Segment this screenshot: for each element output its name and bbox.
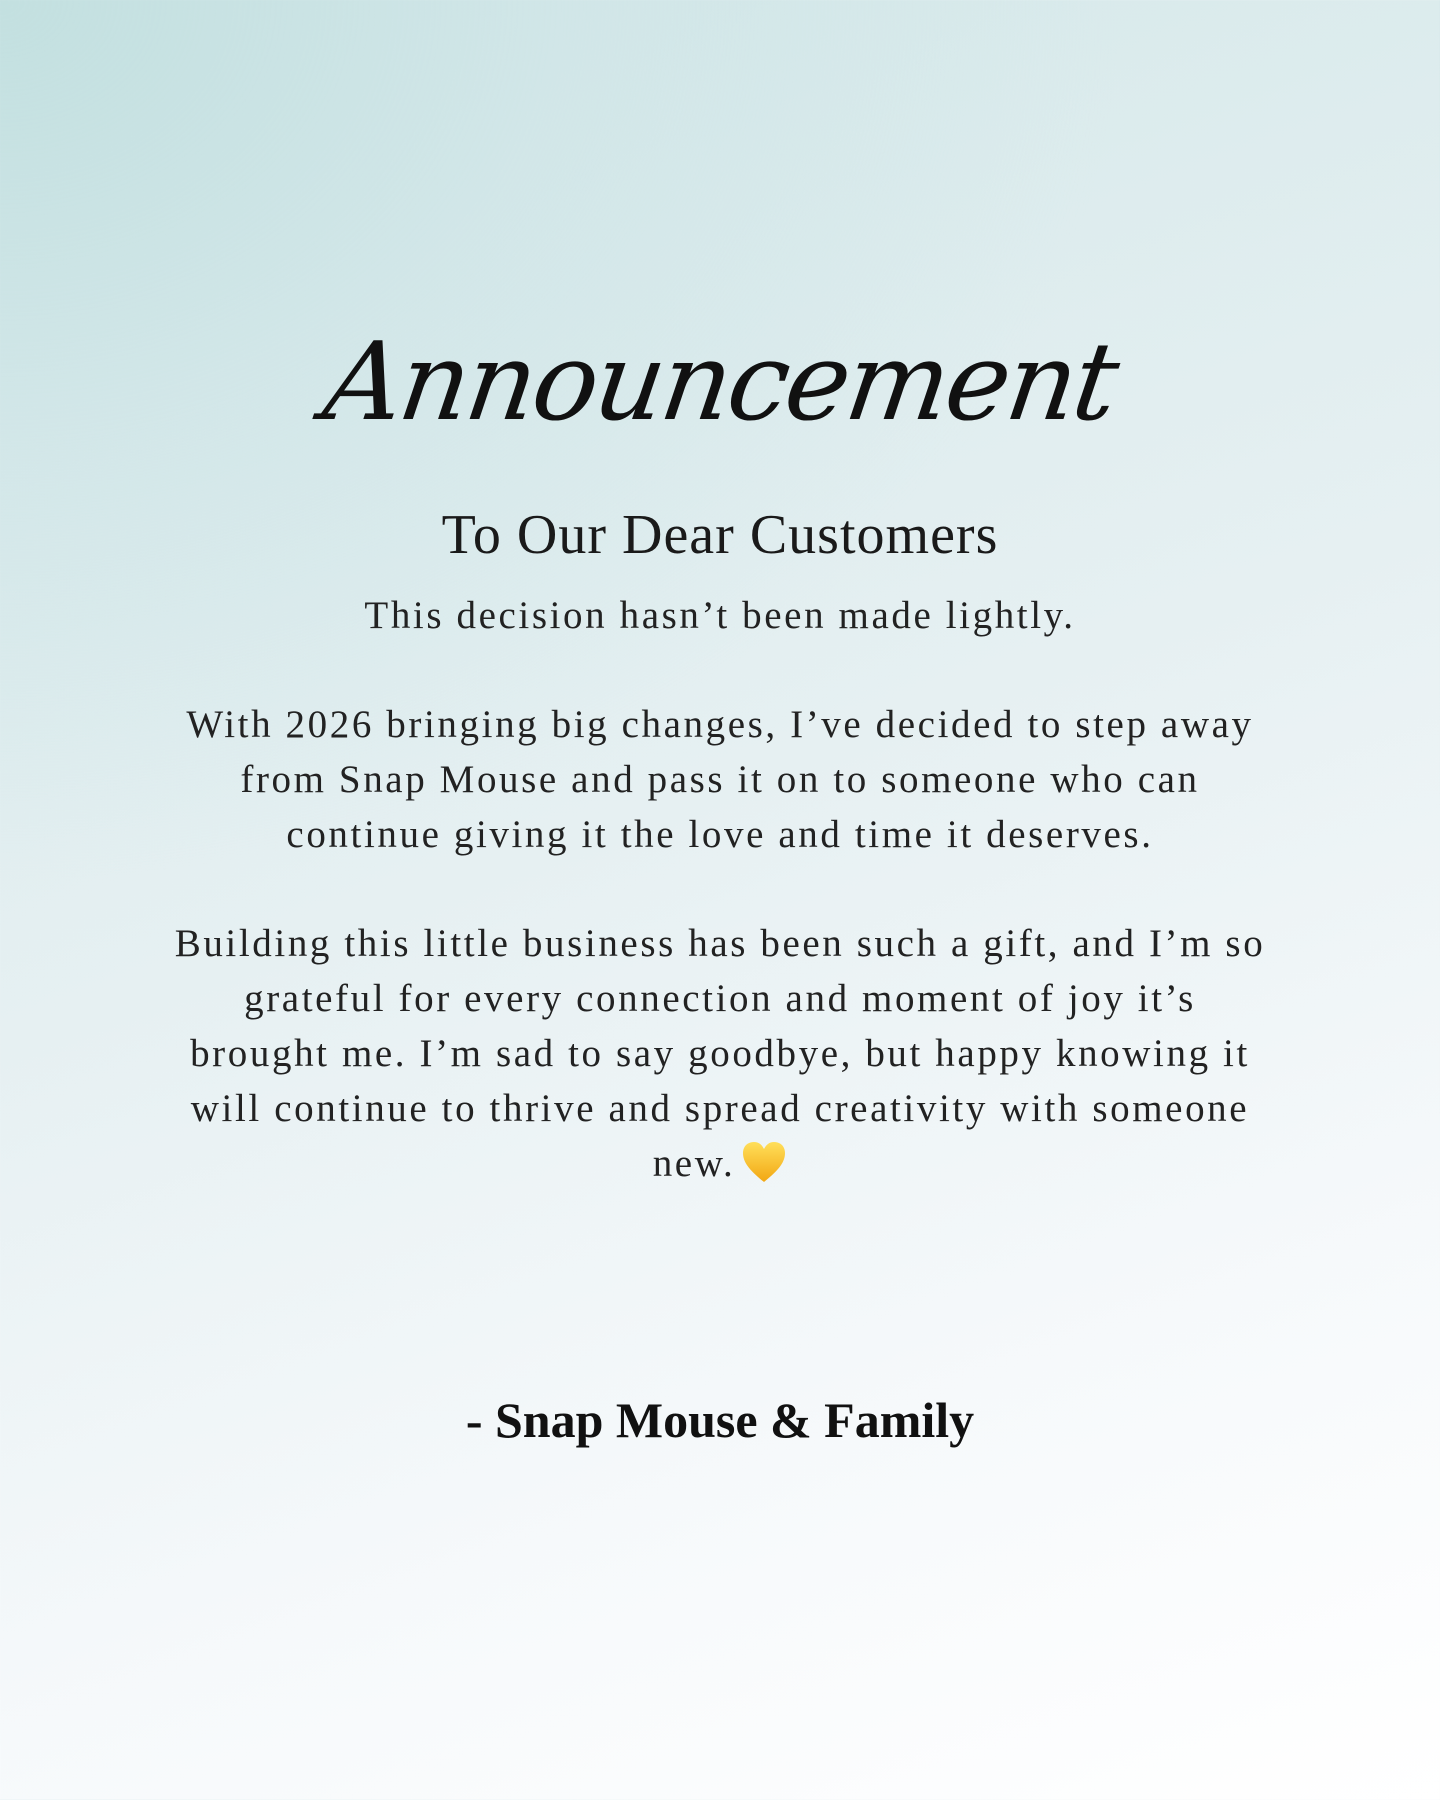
paragraph-text: Building this little business has been such a gift, and I’m so grateful for every connection and moment of joy it’s brought me. I’m sad to say goodbye, but happy knowing it will continue to thrive and spread creativity with someone new. [174,922,1266,1185]
paragraph: With 2026 bringing big changes, I’ve decided to step away from Snap Mouse and pass it on to someone who can continue giving it the love and time it deserves. [186,703,1254,856]
greeting-heading: To Our Dear Customers [441,504,999,566]
signature: - Snap Mouse & Family [465,1392,975,1448]
announcement-title: Announcement [316,320,1124,445]
paragraph: This decision hasn’t been made lightly. [364,594,1076,637]
announcement-body [170,588,1270,1245]
paragraph [170,916,1270,1191]
yellow-heart-icon [741,1140,787,1184]
